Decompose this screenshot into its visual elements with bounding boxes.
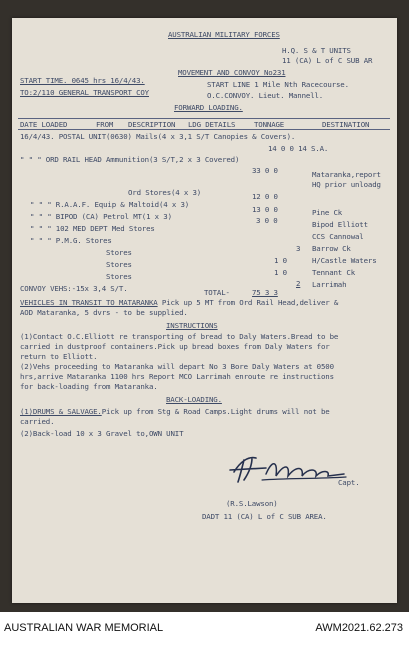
total-label: TOTAL- — [204, 288, 230, 297]
unit-line: 11 (CA) L of C SUB AR — [282, 56, 373, 65]
row-postal-tonnage: 14 0 0 14 S.A. — [268, 144, 329, 153]
col-ldg-details: LDG DETAILS — [188, 120, 236, 129]
row-stores-2-tonnage: 1 0 — [274, 268, 287, 277]
instruction-1-line-1: (1)Contact O.C.Elliott re transporting of bread to Daly Waters.Bread to be — [20, 332, 339, 341]
row-ord-stores: Ord Stores(4 x 3) — [128, 188, 202, 197]
row-pmg-tonnage: 3 — [296, 244, 301, 253]
instruction-1-line-3: return to Elliott. — [20, 352, 98, 361]
row-bipod: " " " BIPOD (CA) Petrol MT(1 x 3) — [30, 212, 172, 221]
rule-header — [18, 129, 390, 130]
instruction-2-line-1: (2)Vehs proceeding to Mataranka will depart No 3 Bore Daly Waters at 0500 — [20, 362, 334, 371]
backload-1-title: (1)DRUMS & SALVAGE. — [20, 407, 102, 416]
row-raaf: " " " R.A.A.F. Equip & Maltoid(4 x 3) — [30, 200, 190, 209]
archive-name: AUSTRALIAN WAR MEMORIAL — [4, 622, 164, 634]
instruction-2-line-3: for back-loading from Mataranka. — [20, 382, 158, 391]
vehicles-text-2: AOD Mataranka, 5 dvrs - to be supplied. — [20, 308, 188, 317]
row-med-dept: " " " 102 MED DEPT Med Stores — [30, 224, 155, 233]
row-ord-rail: " " " ORD RAIL HEAD Ammunition(3 S/T,2 x 3 Covered) — [20, 155, 240, 164]
row-ord-rail-dest-2: HQ prior unloadg — [312, 180, 381, 189]
start-time: START TIME. 0645 hrs 16/4/43. — [20, 76, 145, 85]
signature-name: (R.S.Lawson) — [226, 499, 278, 508]
row-stores-2: Stores — [106, 260, 132, 269]
row-postal: 16/4/43. POSTAL UNIT(0630) Mails(4 x 3,1 S/T Canopies & Covers). — [20, 132, 296, 141]
col-tonnage: TONNAGE — [254, 120, 285, 129]
instructions-title: INSTRUCTIONS — [166, 321, 218, 330]
oc-convoy: O.C.CONVOY. Lieut. Mannell. — [207, 91, 324, 100]
archive-footer — [0, 612, 409, 653]
archive-accession: AWM2021.62.273 — [315, 622, 403, 634]
row-pmg: " " " P.M.G. Stores — [30, 236, 112, 245]
total-values: 75 3 3 — [252, 288, 278, 297]
vehicles-line-1 — [20, 298, 338, 307]
row-ord-rail-tonnage: 33 0 0 — [252, 166, 278, 175]
backload-1-text: Pick up from Stg & Road Camps.Light drums will not be — [101, 407, 330, 416]
document-sheet — [12, 18, 397, 603]
backloading-title: BACK-LOADING. — [166, 395, 222, 404]
org-heading: AUSTRALIAN MILITARY FORCES — [168, 30, 280, 39]
col-from: FROM — [96, 120, 114, 129]
row-bipod-dest: Bipod Elliott — [312, 220, 368, 229]
row-stores-2-dest: Tennant Ck — [312, 268, 355, 277]
signature-rank: Capt. — [338, 478, 360, 487]
instruction-2-line-2: hrs,arrive Mataranka 1100 hrs Report MCO Larrimah enroute re instructions — [20, 372, 334, 381]
col-date: DATE LOADED — [20, 120, 68, 129]
backload-2: (2)Back-load 10 x 3 Gravel to,OWN UNIT — [20, 429, 184, 438]
convoy-vehs: CONVOY VEHS:-15x 3,4 S/T. — [20, 284, 128, 293]
order-title: MOVEMENT AND CONVOY No231 — [178, 68, 286, 77]
rule-top — [18, 118, 390, 119]
forward-loading-title: FORWARD LOADING. — [174, 103, 243, 112]
backload-1-line-2: carried. — [20, 417, 55, 426]
row-stores-1: Stores — [106, 248, 132, 257]
row-pmg-dest: Barrow Ck — [312, 244, 351, 253]
to-line: TO:2/110 GENERAL TRANSPORT COY — [20, 88, 149, 97]
start-line: START LINE 1 Mile Nth Racecourse. — [207, 80, 349, 89]
row-stores-3-dest: Larrimah — [312, 280, 347, 289]
row-raaf-dest: Pine Ck — [312, 208, 343, 217]
row-ord-stores-tonnage: 12 0 0 — [252, 192, 278, 201]
backload-1-line-1 — [20, 407, 330, 416]
col-description: DESCRIPTION — [128, 120, 176, 129]
row-bipod-tonnage: 3 0 0 — [256, 216, 278, 225]
vehicles-title: VEHICLES IN TRANSIT TO MATARANKA — [20, 298, 158, 307]
instruction-1-line-2: carried in dustproof containers.Pick up bread boxes from Daly Waters for — [20, 342, 330, 351]
signature-title: DADT 11 (CA) L of C SUB AREA. — [202, 512, 327, 521]
row-stores-1-dest: H/Castle Waters — [312, 256, 377, 265]
row-stores-3: Stores — [106, 272, 132, 281]
col-destination: DESTINATION — [322, 120, 370, 129]
row-stores-3-tonnage: 2 — [296, 279, 301, 288]
row-ord-rail-dest: Mataranka,report — [312, 170, 381, 179]
row-stores-1-tonnage: 1 0 — [274, 256, 287, 265]
row-raaf-tonnage: 13 0 0 — [252, 205, 278, 214]
vehicles-text-1: Pick up 5 MT from Ord Rail Head,deliver & — [157, 298, 339, 307]
hq-line: H.Q. S & T UNITS — [282, 46, 351, 55]
row-med-dept-dest: CCS Cannowal — [312, 232, 364, 241]
